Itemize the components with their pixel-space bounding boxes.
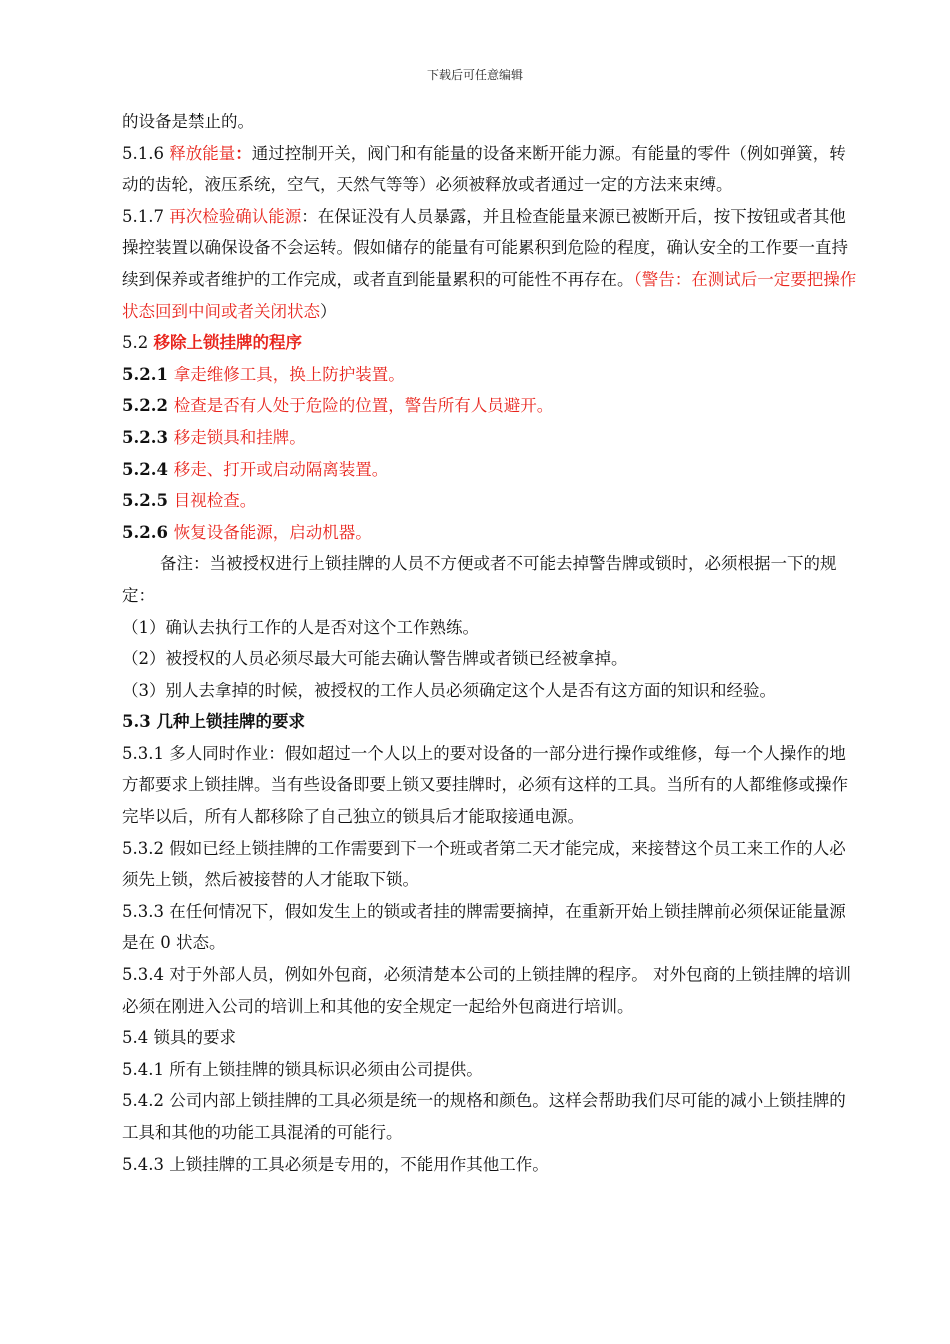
section-5-4-1: 5.4.1 所有上锁挂牌的锁具标识必须由公司提供。 [122,1059,483,1079]
section-number: 5.1.6 [122,143,170,163]
section-title: 再次检验确认能源 [169,206,302,226]
section-5-3-1: 5.3.1 多人同时作业：假如超过一个人以上的要对设备的一部分进行操作或维修，每一个人操作的地方都要求上锁挂牌。当有些设备即要上锁又要挂牌时，必须有这样的工具。当所有的人都维修或操作完毕以后，所有人都移除了自己独立的锁具后才能取接通电源。 [122,743,848,827]
step-number: 5.2.3 [122,427,174,447]
section-text: 通过控制开关，阀门和有能量的设备来断开能力源。有能量的零件（例如弹簧，转动的齿轮，液压系统，空气，天然气等等）必须被释放或者通过一定的方法来束缚。 [122,143,846,195]
step-number: 5.2.1 [122,364,174,384]
note-item-3: （3）别人去拿掉的时候，被授权的工作人员必须确定这个人是否有这方面的知识和经验。 [122,680,776,700]
heading-5-2 [122,327,860,359]
section-text: ：在保证没有人员暴露，并且检查能量来源已被断开后，按下按钮或者其他操控装置以确保设备不会运转。假如储存的能量有可能累积到危险的程度，确认安全的工作要一直持续到保养或者维护的工作完成，或者直到能量累积的可能性不再存在。 [122,206,848,289]
section-title: 释放能量 [169,143,236,163]
section-number: 5.2 [122,333,154,353]
step-5-2-1 [122,359,860,391]
step-number: 5.2.4 [122,459,174,479]
document-body [122,106,860,1180]
section-number: 5.1.7 [122,206,170,226]
step-text: 检查是否有人处于危险的位置，警告所有人员避开。 [173,396,554,416]
paragraph-continuation: 的设备是禁止的。 [122,112,254,131]
step-number: 5.2.6 [122,522,174,542]
note-item-2: （2）被授权的人员必须尽最大可能去确认警告牌或者锁已经被拿掉。 [122,649,628,669]
section-5-4-3: 5.4.3 上锁挂牌的工具必须是专用的，不能用作其他工作。 [122,1154,549,1174]
section-title: 移除上锁挂牌的程序 [153,333,302,353]
step-number: 5.2.5 [122,491,174,511]
step-text: 恢复设备能源，启动机器。 [173,522,372,542]
note-paragraph: 备注：当被授权进行上锁挂牌的人员不方便或者不可能去掉警告牌或锁时，必须根据一下的规定： [122,554,837,605]
page-header: 下载后可任意编辑 [426,68,523,82]
step-number: 5.2.2 [122,396,174,416]
step-text: 拿走维修工具，换上防护装置。 [173,364,405,384]
step-5-2-4 [122,454,860,486]
heading-5-3: 5.3 几种上锁挂牌的要求 [122,712,305,732]
step-text: 移走、打开或启动隔离装置。 [173,459,389,479]
note-item-1: （1）确认去执行工作的人是否对这个工作熟练。 [122,617,479,637]
step-5-2-6 [122,517,860,549]
step-text: 移走锁具和挂牌。 [173,427,306,447]
section-5-4-2: 5.4.2 公司内部上锁挂牌的工具必须是统一的规格和颜色。这样会帮助我们尽可能的减小上锁挂牌的工具和其他的功能工具混淆的可能行。 [122,1091,846,1142]
step-text: 目视检查。 [173,491,257,511]
step-5-2-2 [122,390,860,422]
section-5-1-7 [122,201,860,327]
step-5-2-5 [122,485,860,517]
heading-5-4: 5.4 锁具的要求 [122,1028,236,1048]
section-5-1-6 [122,138,860,201]
colon: ： [235,143,252,163]
section-5-3-2: 5.3.2 假如已经上锁挂牌的工作需要到下一个班或者第二天才能完成，来接替这个员工来工作的人必须先上锁，然后被接替的人才能取下锁。 [122,838,846,890]
step-5-2-3 [122,422,860,454]
section-5-3-4: 5.3.4 对于外部人员，例如外包商，必须清楚本公司的上锁挂牌的程序。 对外包商的上锁挂牌的培训必须在刚进入公司的培训上和其他的安全规定一起给外包商进行培训。 [122,965,851,1016]
closing-paren: ） [320,301,337,321]
section-5-3-3: 5.3.3 在任何情况下，假如发生上的锁或者挂的牌需要摘掉，在重新开始上锁挂牌前必须保证能量源是在 0 状态。 [122,901,846,953]
warning-text: （警告：在测试后一定要把操作状态回到中间或者关闭状态 [122,269,857,321]
